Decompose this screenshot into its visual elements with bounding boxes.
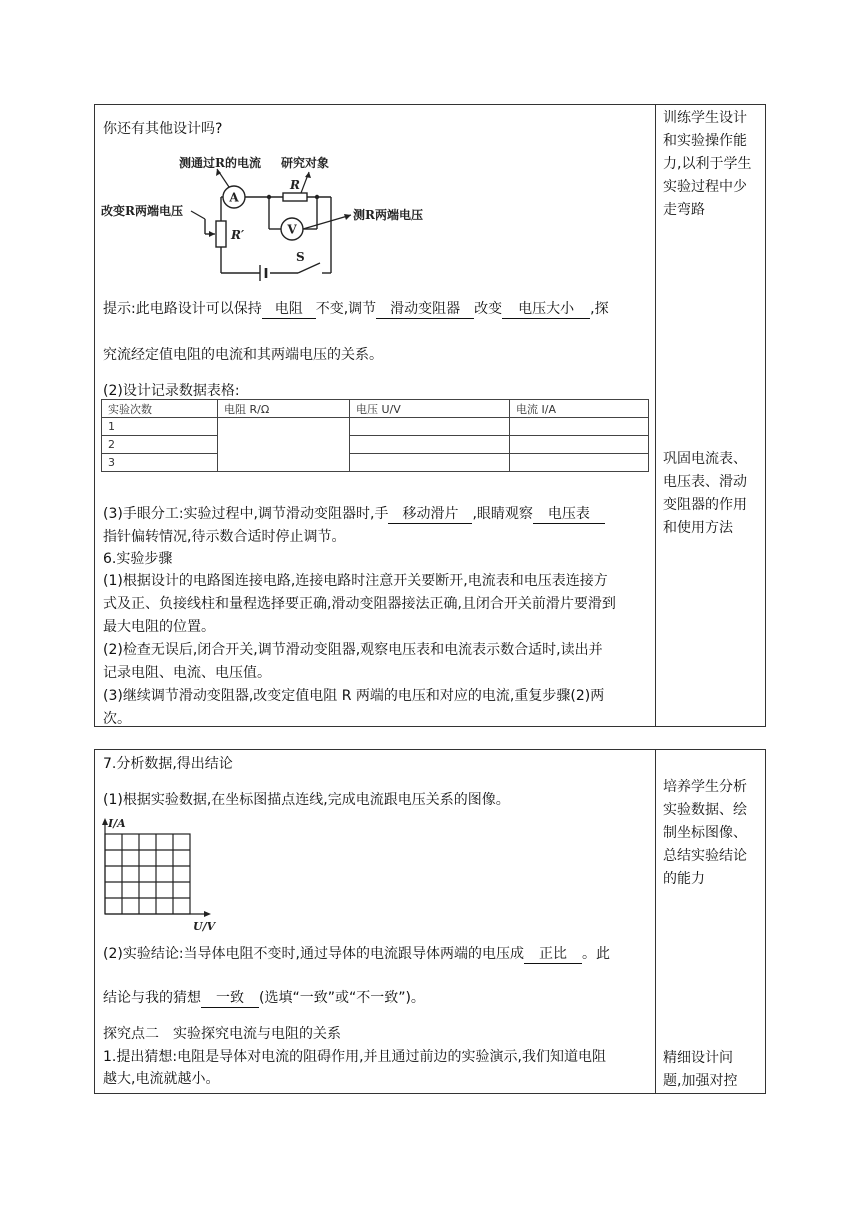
hint-text: 不变,调节 (315, 301, 377, 317)
side-note-line: 精细设计问 (663, 1050, 733, 1066)
hint-text: ,探 (590, 301, 609, 317)
table-title: (2)设计记录数据表格: (103, 383, 240, 399)
side-note-line: 电压表、滑动 (663, 474, 747, 490)
side-note-line: 的能力 (663, 871, 705, 887)
table-cell (510, 454, 649, 472)
table-row (102, 454, 649, 472)
table-header: 电阻 R/Ω (218, 400, 350, 418)
table-header-row (102, 400, 649, 418)
label-switch: S (296, 250, 305, 264)
side-note-line: 巩固电流表、 (663, 451, 747, 467)
lesson-block-1 (94, 104, 766, 727)
table-cell: 1 (102, 418, 218, 436)
table-header: 电压 U/V (350, 400, 510, 418)
division-line-2: 指针偏转情况,待示数合适时停止调节。 (103, 529, 346, 545)
side-note-line: 制坐标图像、 (663, 825, 747, 841)
circuit-diagram (95, 145, 455, 290)
label-measure-voltage: 测R两端电压 (353, 208, 423, 222)
answer-blank: 正比 (524, 945, 582, 964)
hint-text: 提示:此电路设计可以保持 (103, 301, 262, 317)
answer-blank: 电压表 (533, 505, 605, 524)
lesson-block-2 (94, 749, 766, 1094)
side-note-line: 训练学生设计 (663, 110, 747, 126)
hint-text: 改变 (474, 301, 503, 317)
conclusion-line-2 (103, 988, 425, 1008)
conclusion-text: (2)实验结论:当导体电阻不变时,通过导体的电流跟导体两端的电压成 (103, 946, 524, 962)
guess-line: 1.提出猜想:电阻是导体对电流的阻碍作用,并且通过前边的实验演示,我们知道电阻 (103, 1049, 606, 1065)
answer-blank: 电阻 (262, 300, 316, 319)
side-note-line: 实验过程中少 (663, 179, 747, 195)
conclusion-text: (选填“一致”或“不一致”)。 (259, 990, 425, 1006)
y-axis-label: I/A (108, 817, 126, 830)
table-cell (350, 418, 510, 436)
answer-blank: 滑动变阻器 (376, 300, 474, 319)
column-divider (655, 105, 656, 726)
side-note-line: 题,加强对控 (663, 1073, 738, 1089)
record-table (101, 399, 649, 472)
analysis-item-1: (1)根据实验数据,在坐标图描点连线,完成电流跟电压关系的图像。 (103, 792, 510, 808)
step-line: 记录电阻、电流、电压值。 (103, 665, 271, 681)
x-axis-label: U/V (193, 920, 216, 933)
division-text: (3)手眼分工:实验过程中,调节滑动变阻器时,手 (103, 506, 389, 522)
side-note-line: 总结实验结论 (663, 848, 747, 864)
division-text: ,眼睛观察 (472, 506, 533, 522)
label-research-object: 研究对象 (281, 156, 330, 170)
step-line: (3)继续调节滑动变阻器,改变定值电阻 R 两端的电压和对应的电流,重复步骤(2)两 (103, 688, 605, 704)
section-title: 探究点二 实验探究电流与电阻的关系 (103, 1026, 341, 1042)
label-ammeter-note: 测通过R的电流 (179, 156, 261, 170)
table-header: 实验次数 (102, 400, 218, 418)
side-note-training (663, 107, 763, 222)
side-note-design (663, 1047, 763, 1093)
answer-blank: 移动滑片 (388, 505, 472, 524)
svg-text:A: A (229, 190, 239, 205)
table-cell (350, 436, 510, 454)
step-line: 式及正、负接线柱和量程选择要正确,滑动变阻器接法正确,且闭合开关前滑片要滑到 (103, 596, 616, 612)
table-cell (350, 454, 510, 472)
column-divider (655, 750, 656, 1093)
hint-line-1 (103, 299, 609, 319)
analysis-title: 7.分析数据,得出结论 (103, 756, 233, 772)
table-cell (510, 436, 649, 454)
side-note-consolidate (663, 448, 763, 540)
junction-dot (315, 195, 319, 199)
side-note-line: 和使用方法 (663, 520, 733, 536)
conclusion-line-1 (103, 944, 610, 964)
table-row (102, 436, 649, 454)
side-note-line: 培养学生分析 (663, 779, 747, 795)
table-cell (510, 418, 649, 436)
table-row (102, 418, 649, 436)
step-line: 次。 (103, 711, 131, 727)
svg-text:V: V (287, 222, 297, 237)
blank-coordinate-grid (95, 814, 245, 934)
guess-line: 越大,电流就越小。 (103, 1071, 220, 1087)
side-note-line: 力,以利于学生 (663, 156, 752, 172)
conclusion-text: 结论与我的猜想 (103, 990, 201, 1006)
side-note-analysis (663, 776, 763, 891)
rheostat-symbol (216, 221, 226, 247)
table-header: 电流 I/A (510, 400, 649, 418)
table-cell: 3 (102, 454, 218, 472)
answer-blank: 电压大小 (502, 300, 590, 319)
side-note-line: 变阻器的作用 (663, 497, 747, 513)
junction-dot (267, 195, 271, 199)
table-cell: 2 (102, 436, 218, 454)
other-design-question: 你还有其他设计吗? (103, 121, 223, 137)
division-line-1 (103, 504, 605, 524)
label-R-prime: R′ (231, 228, 245, 242)
table-cell (218, 418, 350, 472)
side-note-line: 和实验操作能 (663, 133, 747, 149)
steps-title: 6.实验步骤 (103, 551, 173, 567)
label-R: R (290, 178, 300, 192)
step-line: (1)根据设计的电路图连接电路,连接电路时注意开关要断开,电流表和电压表连接方 (103, 573, 608, 589)
step-line: (2)检查无误后,闭合开关,调节滑动变阻器,观察电压表和电流表示数合适时,读出并 (103, 642, 603, 658)
side-note-line: 实验数据、绘 (663, 802, 747, 818)
resistor-R (283, 193, 307, 201)
label-change-voltage: 改变R两端电压 (101, 204, 183, 218)
hint-line-2: 究流经定值电阻的电流和其两端电压的关系。 (103, 347, 383, 363)
conclusion-text: 。此 (582, 946, 610, 962)
step-line: 最大电阻的位置。 (103, 619, 215, 635)
side-note-line: 走弯路 (663, 202, 705, 218)
answer-blank: 一致 (201, 989, 259, 1008)
